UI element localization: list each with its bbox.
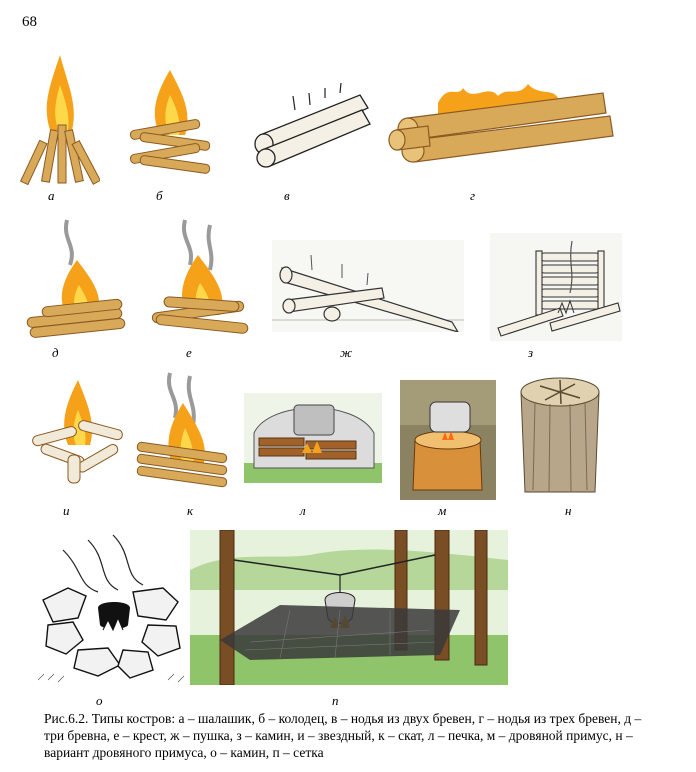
figure-label-l: л	[300, 503, 306, 518]
figure-label-o: о	[96, 693, 103, 708]
three-logs-fire-illustration	[22, 215, 132, 340]
net-fire-illustration	[190, 530, 508, 685]
campfire-well-illustration	[125, 65, 215, 175]
lean-fire-illustration	[135, 368, 230, 493]
figure-label-a: а	[48, 188, 55, 203]
cannon-fire-illustration	[272, 240, 464, 332]
figure-label-v: в	[284, 188, 290, 203]
stone-fireplace-illustration	[38, 530, 188, 685]
fireplace-fire-illustration	[490, 233, 622, 341]
figure-label-g: г	[470, 188, 476, 203]
nodya-two-logs-illustration	[250, 80, 375, 170]
figure-caption: Рис.6.2. Типы костров: а – шалашик, б – колодец, в – нодья из двух бревен, г – нодья из трех бревен, д – три бревна, е – крест, ж – пушка, з – камин, и – звездный, к – скат, л – печка, м – дровяной примус, н – вариант дровяного примуса, о – камин, п – сетка	[44, 711, 642, 760]
figure-label-d: д	[52, 345, 59, 360]
wood-primus-variant-illustration	[515, 372, 605, 500]
figure-label-e: е	[186, 345, 192, 360]
star-fire-illustration	[30, 375, 125, 485]
figure-label-p: п	[332, 693, 339, 708]
figure-label-k: к	[187, 503, 194, 518]
figure-label-b: б	[156, 188, 163, 203]
cross-fire-illustration	[150, 215, 250, 340]
wood-primus-illustration	[400, 380, 496, 500]
figure-label-z: з	[528, 345, 534, 360]
page-number: 68	[22, 14, 37, 30]
figure-label-i: и	[63, 503, 70, 518]
figure-label-m: м	[438, 503, 447, 518]
stove-fire-illustration	[244, 393, 382, 483]
nodya-three-logs-illustration	[388, 78, 620, 173]
figure-label-zh: ж	[340, 345, 353, 360]
campfire-teepee-illustration	[20, 45, 100, 185]
figure-label-n: н	[565, 503, 572, 518]
